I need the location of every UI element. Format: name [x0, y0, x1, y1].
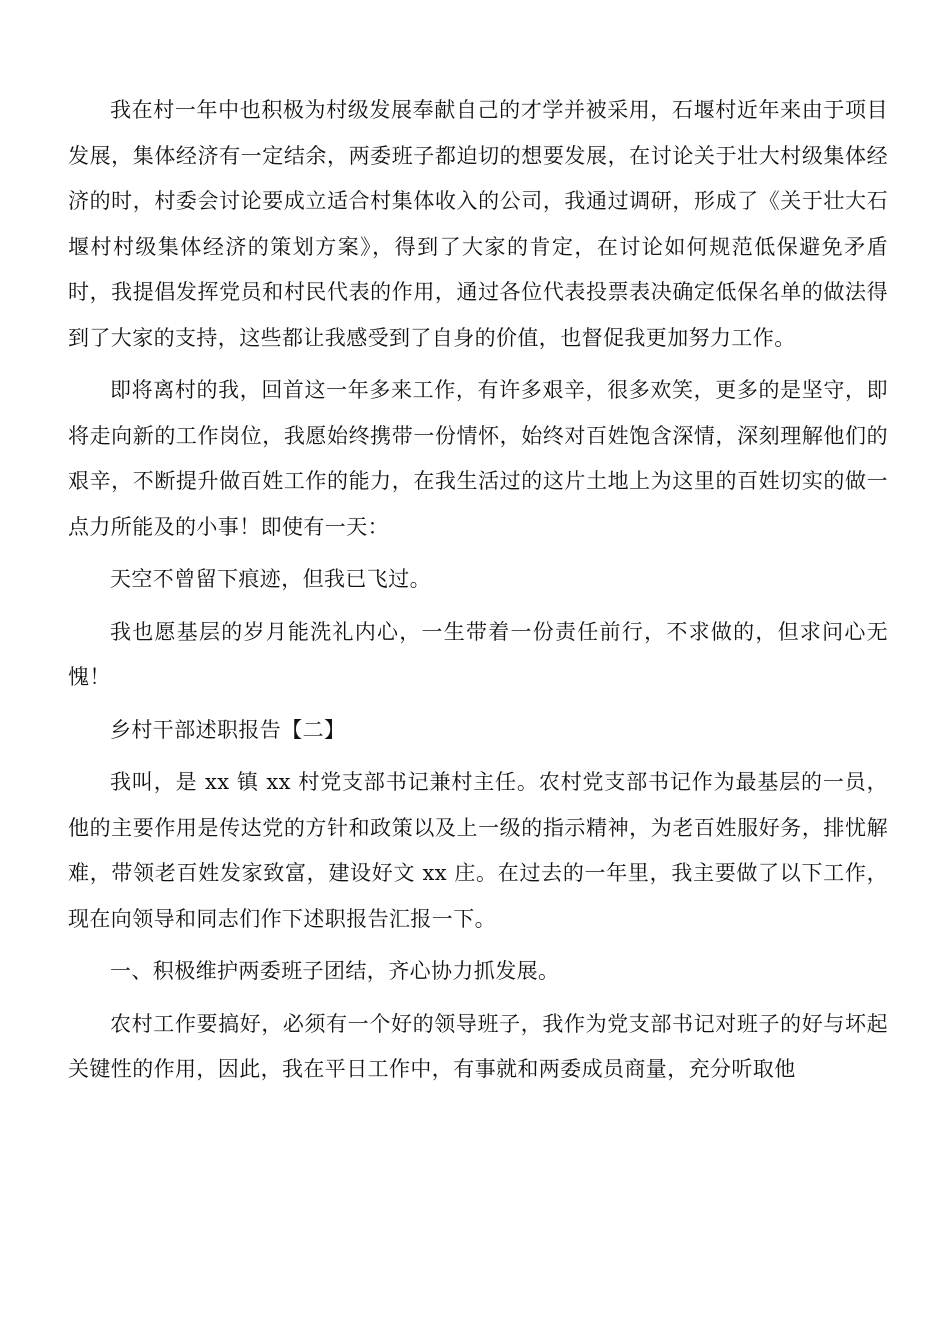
paragraph-leaving-village: 即将离村的我，回首这一年多来工作，有许多艰辛，很多欢笑，更多的是坚守，即将走向新的工作岗位，我愿始终携带一份情怀，始终对百姓饱含深情，深刻理解他们的艰辛，不断提升做百姓工作的能力，在我生活过的这片土地上为这里的百姓切实的做一点力所能及的小事！即使有一天：: [68, 378, 888, 539]
paragraph-grassroots-wish: 我也愿基层的岁月能洗礼内心，一生带着一份责任前行，不求做的，但求问心无愧！: [68, 619, 888, 689]
paragraph-sky-quote: 天空不曾留下痕迹，但我已飞过。: [110, 567, 431, 591]
section-heading-report-two: 乡村干部述职报告【二】: [110, 717, 346, 742]
paragraph-village-contribution: 我在村一年中也积极为村级发展奉献自己的才学并被采用，石堰村近年来由于项目发展，集体经济有一定结余，两委班子都迫切的想要发展，在讨论关于壮大村级集体经济的时，村委会讨论要成立适合村集体收入的公司，我通过调研，形成了《关于壮大石堰村村级集体经济的策划方案》，得到了大家的肯定，在讨论如何规范低保避免矛盾时，我提倡发挥党员和村民代表的作用，通过各位代表投票表决确定低保名单的做法得到了大家的支持，这些都让我感受到了自身的价值，也督促我更加努力工作。: [68, 98, 888, 350]
paragraph-leadership-team: 农村工作要搞好，必须有一个好的领导班子，我作为党支部书记对班子的好与坏起关键性的作用，因此，我在平日工作中，有事就和两委成员商量，充分听取他: [68, 1011, 888, 1081]
document-page: [68, 88, 888, 1100]
paragraph-point-one-heading: 一、积极维护两委班子团结，齐心协力抓发展。: [110, 959, 560, 983]
paragraph-introduction: 我叫，是 xx 镇 xx 村党支部书记兼村主任。农村党支部书记作为最基层的一员，他的主要作用是传达党的方针和政策以及上一级的指示精神，为老百姓服好务，排忧解难，带领老百姓发家致富，建设好文 xx 庄。在过去的一年里，我主要做了以下工作，现在向领导和同志们作下述职报告汇报一下。: [68, 770, 888, 931]
